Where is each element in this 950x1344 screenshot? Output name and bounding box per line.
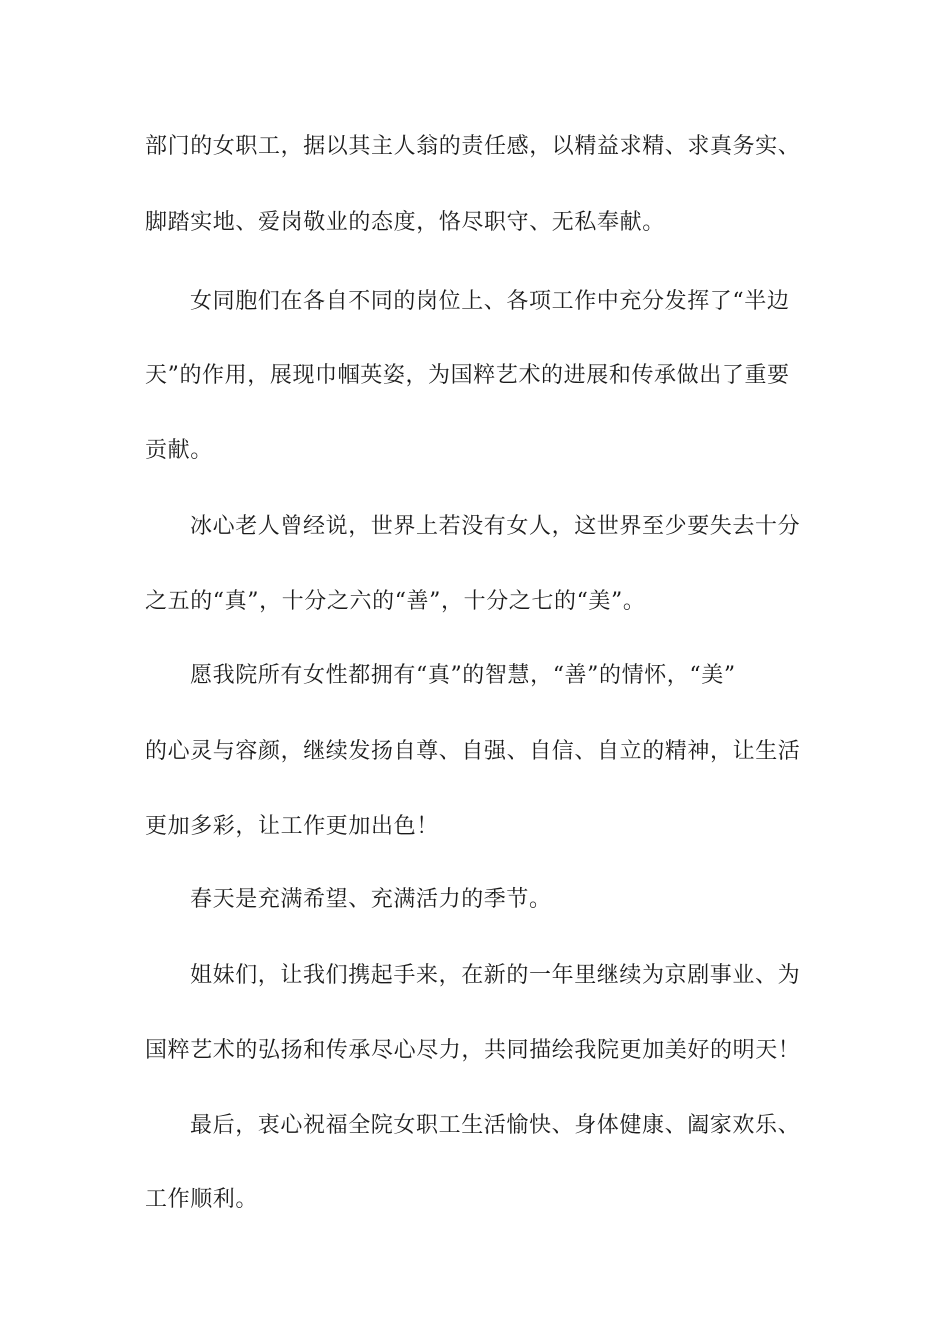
text-line: 贡献。 [145, 438, 213, 463]
text-line: 的心灵与容颜，继续发扬自尊、自强、自信、自立的精神，让生活 [145, 739, 801, 764]
paragraph-first-line: 最后，衷心祝福全院女职工生活愉快、身体健康、阖家欢乐、 [190, 1113, 801, 1138]
paragraph-first-line: 愿我院所有女性都拥有“真”的智慧，“善”的情怀，“美” [190, 663, 736, 688]
text-line: 脚踏实地、爱岗敬业的态度，恪尽职守、无私奉献。 [145, 210, 665, 235]
paragraph-first-line: 春天是充满希望、充满活力的季节。 [190, 887, 552, 912]
text-line: 更加多彩，让工作更加出色！ [145, 814, 439, 839]
text-line: 天”的作用，展现巾帼英姿，为国粹艺术的进展和传承做出了重要 [145, 363, 790, 388]
paragraph-first-line: 冰心老人曾经说，世界上若没有女人，这世界至少要失去十分 [190, 514, 801, 539]
paragraph-first-line: 姐妹们，让我们携起手来，在新的一年里继续为京剧事业、为 [190, 963, 801, 988]
paragraph-first-line: 女同胞们在各自不同的岗位上、各项工作中充分发挥了“半边 [190, 289, 790, 314]
text-line: 国粹艺术的弘扬和传承尽心尽力，共同描绘我院更加美好的明天！ [145, 1038, 801, 1063]
text-line: 之五的“真”，十分之六的“善”，十分之七的“美”。 [145, 589, 646, 614]
text-line: 工作顺利。 [145, 1187, 259, 1212]
text-line: 部门的女职工，据以其主人翁的责任感，以精益求精、求真务实、 [145, 134, 801, 159]
